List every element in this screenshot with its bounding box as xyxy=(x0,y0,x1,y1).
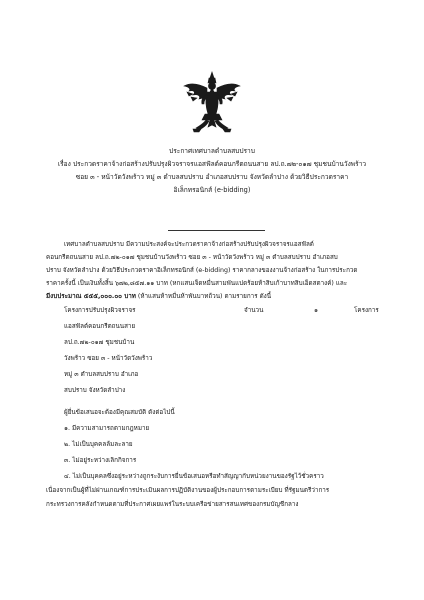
notice-issuer: ประกาศเทศบาลตำบลสบปราบ xyxy=(169,147,255,155)
qualification-item-2: ๒. ไม่เป็นบุคคลล้มละลาย xyxy=(64,441,133,448)
body-paragraph-line-3: ปราบ จังหวัดลำปาง ด้วยวิธีประกวดราคาอิเล็กทรอนิกส์ (e-bidding) ราคากลางของงานจ้างก่อสร้าง ในการประกวด xyxy=(46,267,358,274)
header-divider xyxy=(168,230,265,231)
notice-subject-line-3: อิเล็กทรอนิกส์ (e-bidding) xyxy=(173,186,251,194)
qualification-item-3: ๓. ไม่อยู่ระหว่างเลิกกิจการ xyxy=(64,457,137,464)
qualification-item-1: ๑. มีความสามารถตามกฎหมาย xyxy=(64,425,150,432)
body-paragraph-line-4: ราคาครั้งนี้ เป็นเงินทั้งสิ้น ๖๗๒,๘๕๗.๑๑ บาท (หกแสนเจ็ดหมื่นสามพันแปดร้อยห้าสิบเก้าบาทสิบเอ็ดสตางค์) และ xyxy=(46,280,348,287)
project-name-line-2: แอสฟัลต์คอนกรีตถนนสาย xyxy=(64,323,136,330)
notice-subject-line-2: ซอย ๓ - หน้าวัดวังพร้าว หมู่ ๓ ตำบลสบปราบ อำเภอสบปราบ จังหวัดลำปาง ด้วยวิธีประกวดราคา xyxy=(75,173,349,181)
garuda-emblem-icon xyxy=(181,70,243,134)
qualifications-heading: ผู้ยื่นข้อเสนอจะต้องมีคุณสมบัติ ดังต่อไปนี้ xyxy=(64,409,175,416)
project-quantity-label: จำนวน xyxy=(244,307,264,314)
qualification-item-4-line-3: กระทรวงการคลังกำหนดตามที่ประกาศเผยแพร่ในระบบเครือข่ายสารสนเทศของกรมบัญชีกลาง xyxy=(46,501,299,508)
project-name-line-3: ลป.ถ.๗๒-๐๑๗ ชุมชนบ้าน xyxy=(64,339,135,346)
project-name-line-6: สบปราบ จังหวัดลำปาง xyxy=(64,387,126,394)
project-quantity-unit: โครงการ xyxy=(354,307,379,314)
notice-subject-line-1: เรื่อง ประกวดราคาจ้างก่อสร้างปรับปรุงผิวจราจรแอสฟัลต์คอนกรีตถนนสาย ลป.ถ.๗๒-๐๑๗ ชุมชนบ้านวังพร้าว xyxy=(57,160,367,168)
body-paragraph-line-2: คอนกรีตถนนสาย ลป.ถ.๗๒-๐๑๗ ชุมชนบ้านวังพร้าว ซอย ๓ - หน้าวัดวังพร้าว หมู่ ๓ ตำบลสบปราบ อำเภอสบ xyxy=(46,254,338,261)
project-quantity-value: ๑ xyxy=(314,307,318,314)
budget-amount: มีงบประมาณ ๕๕๕,๐๐๐.๐๐ บาท xyxy=(46,293,136,300)
budget-amount-words: (ห้าแสนห้าหมื่นห้าพันบาทถ้วน) ตามรายการ ดังนี้ xyxy=(135,293,272,300)
qualification-item-4-line-1: ๔. ไม่เป็นบุคคลซึ่งอยู่ระหว่างถูกระงับการยื่นข้อเสนอหรือทำสัญญากับหน่วยงานของรัฐไว้ชั่วคราว xyxy=(64,473,324,480)
project-name-line-1: โครงการปรับปรุงผิวจราจร xyxy=(64,307,136,314)
project-name-line-5: หมู่ ๓ ตำบลสบปราบ อำเภอ xyxy=(64,371,139,378)
body-paragraph-line-5 xyxy=(46,292,271,302)
project-name-line-4: วังพร้าว ซอย ๓ - หน้าวัดวังพร้าว xyxy=(64,355,153,362)
qualification-item-4-line-2: เนื่องจากเป็นผู้ที่ไม่ผ่านเกณฑ์การประเมินผลการปฏิบัติงานของผู้ประกอบการตามระเบียบ ที่รัฐมนตรีว่าการ xyxy=(46,487,330,494)
body-paragraph-line-1: เทศบาลตำบลสบปราบ มีความประสงค์จะประกวดราคาจ้างก่อสร้างปรับปรุงผิวจราจรแอสฟัลต์ xyxy=(64,241,314,248)
